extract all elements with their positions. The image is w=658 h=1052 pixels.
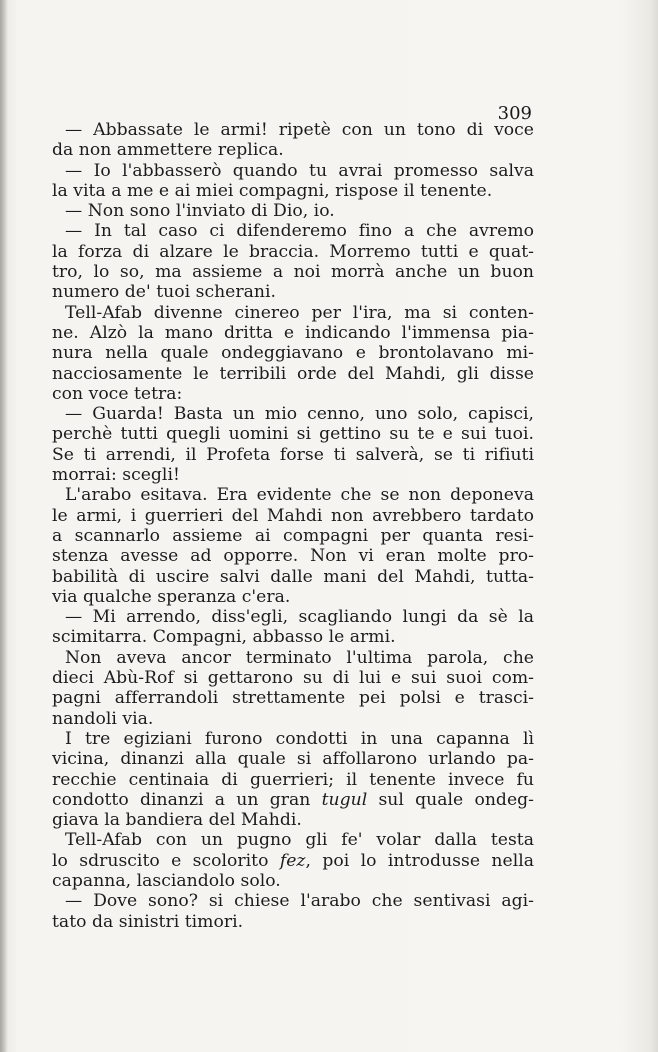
paragraph xyxy=(52,404,534,485)
text-line: via qualche speranza c'era. xyxy=(52,586,291,607)
text-line: numero de' tuoi scherani. xyxy=(52,282,276,303)
text-line: la forza di alzare le braccia. Morremo tutti e quat- xyxy=(52,241,534,262)
text-line: la vita a me e ai miei compagni, rispose il tenente. xyxy=(52,180,493,201)
paragraph xyxy=(52,221,534,302)
text-line: capanna, lasciandolo solo. xyxy=(52,870,281,891)
text-line: recchie centinaia di guerrieri; il tenente invece fu xyxy=(52,769,534,790)
paragraph xyxy=(52,161,534,202)
text-line: Tell-Afab divenne cinereo per l'ira, ma si conten- xyxy=(65,302,534,323)
text-line: — Io l'abbasserò quando tu avrai promesso salva xyxy=(65,160,534,181)
text-line: giava la bandiera del Mahdi. xyxy=(52,810,302,831)
text-line: ne. Alzò la mano dritta e indicando l'immensa pia- xyxy=(52,322,534,343)
paragraph xyxy=(52,303,534,404)
paragraph xyxy=(52,607,534,648)
paragraph xyxy=(52,830,534,891)
body-text xyxy=(52,120,534,932)
text-line: lo sdruscito e scolorito fez, poi lo introdusse nella xyxy=(52,850,534,871)
text-line: I tre egiziani furono condotti in una capanna lì xyxy=(65,728,534,749)
text-line: — Mi arrendo, diss'egli, scagliando lungi da sè la xyxy=(65,607,534,628)
page-spine-shadow xyxy=(0,0,8,1052)
text-line: dieci Abù-Rof si gettarono su di lui e sui suoi com- xyxy=(52,668,534,689)
paragraph xyxy=(52,648,534,729)
text-line: — Dove sono? si chiese l'arabo che sentivasi agi- xyxy=(65,891,534,912)
text-line: con voce tetra: xyxy=(52,383,183,404)
text-line: condotto dinanzi a un gran tugul sul quale ondeg- xyxy=(52,789,534,810)
text-line: — In tal caso ci difenderemo fino a che avremo xyxy=(65,221,534,242)
paragraph xyxy=(52,120,534,161)
paragraph xyxy=(52,485,534,607)
text-line: pagni afferrandoli strettamente pei polsi e trasci- xyxy=(52,688,534,709)
text-line: perchè tutti quegli uomini si gettino su te e sui tuoi. xyxy=(52,424,534,445)
text-line: L'arabo esitava. Era evidente che se non deponeva xyxy=(65,485,534,506)
text-line: — Guarda! Basta un mio cenno, uno solo, capisci, xyxy=(65,404,534,425)
text-line: vicina, dinanzi alla quale si affollarono urlando pa- xyxy=(52,749,534,770)
text-line: Non aveva ancor terminato l'ultima parola, che xyxy=(65,647,534,668)
text-line: a scannarlo assieme ai compagni per quanta resi- xyxy=(52,525,534,546)
text-line: Se ti arrendi, il Profeta forse ti salverà, se ti rifiuti xyxy=(52,444,534,465)
page-number: 309 xyxy=(497,103,532,124)
text-line: da non ammettere replica. xyxy=(52,140,284,161)
paragraph xyxy=(52,729,534,830)
text-line: — Abbassate le armi! ripetè con un tono di voce xyxy=(65,120,534,140)
text-line: le armi, i guerrieri del Mahdi non avrebbero tardato xyxy=(52,505,534,526)
italic-word: fez xyxy=(279,850,306,871)
text-line: babilità di uscire salvi dalle mani del Mahdi, tutta- xyxy=(52,566,534,587)
text-line: — Non sono l'inviato di Dio, io. xyxy=(65,201,335,222)
paragraph xyxy=(52,201,534,221)
text-line: stenza avesse ad opporre. Non vi eran molte pro- xyxy=(52,546,534,567)
text-line: nura nella quale ondeggiavano e brontolavano mi- xyxy=(52,343,534,364)
text-line: scimitarra. Compagni, abbasso le armi. xyxy=(52,627,396,648)
text-line: nandoli via. xyxy=(52,708,154,729)
text-line: nacciosamente le terribili orde del Mahdi, gli disse xyxy=(52,363,534,384)
text-line: tro, lo so, ma assieme a noi morrà anche un buon xyxy=(52,262,534,283)
text-line: Tell-Afab con un pugno gli fe' volar dalla testa xyxy=(65,830,534,851)
paragraph xyxy=(52,891,534,932)
italic-word: tugul xyxy=(321,789,368,810)
text-line: tato da sinistri timori. xyxy=(52,911,244,932)
text-line: morrai: scegli! xyxy=(52,465,180,486)
